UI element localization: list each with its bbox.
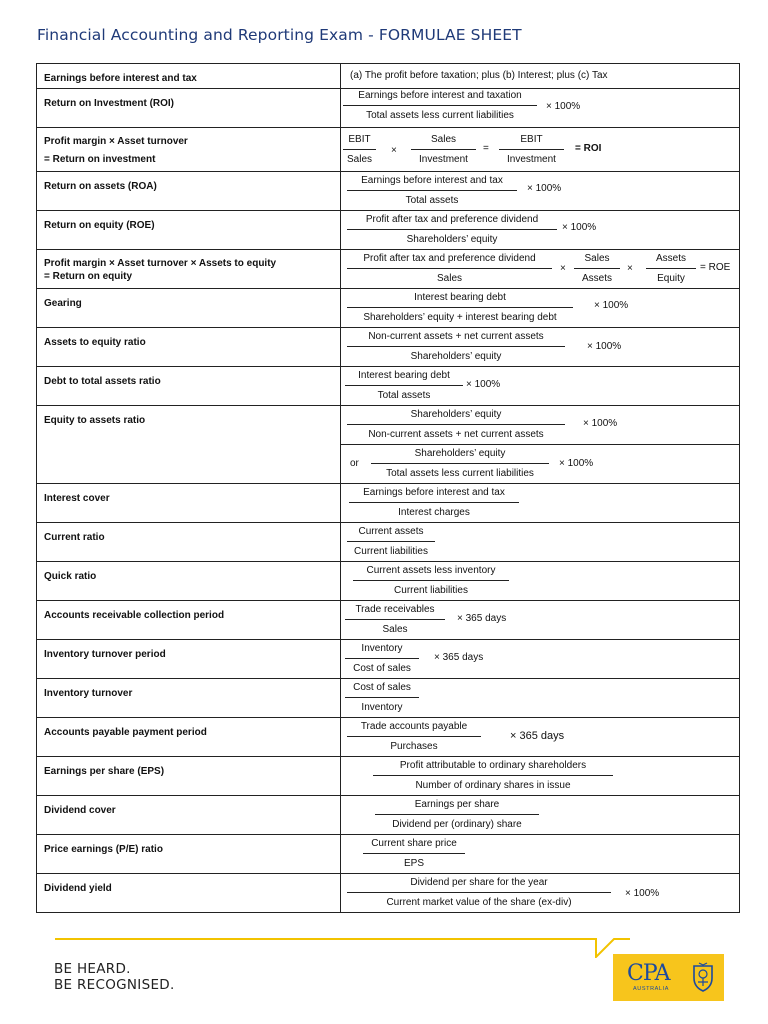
row-eps: Earnings per share (EPS) Profit attributable to ordinary shareholders Number of ordinary shares in issue <box>37 757 740 796</box>
ebit-definition: (a) The profit before taxation; plus (b) Interest; plus (c) Tax <box>350 70 608 81</box>
label-debt-assets: Debt to total assets ratio <box>37 367 341 406</box>
label-current-ratio: Current ratio <box>37 523 341 562</box>
row-roe: Return on equity (ROE) Profit after tax and preference dividend Shareholders’ equity × 100% <box>37 211 740 250</box>
row-dividend-yield: Dividend yield Dividend per share for the year Current market value of the share (ex-div) × 100% <box>37 874 740 913</box>
row-interest-cover: Interest cover Earnings before interest and tax Interest charges <box>37 484 740 523</box>
cpa-logo: CPA AUSTRALIA <box>613 954 724 1001</box>
row-pm-at: Profit margin × Asset turnover = Return on investment EBIT Sales × Sales Investment = EBIT Investment = ROI <box>37 128 740 172</box>
crest-icon <box>691 962 715 992</box>
roi-fraction: Earnings before interest and taxation Total assets less current liabilities <box>343 90 537 122</box>
label-interest-cover: Interest cover <box>37 484 341 523</box>
label-gearing: Gearing <box>37 289 341 328</box>
label-quick-ratio: Quick ratio <box>37 562 341 601</box>
row-ebit <box>37 64 740 89</box>
row-roi: Return on Investment (ROI) Earnings before interest and taxation Total assets less current liabilities × 100% <box>37 89 740 128</box>
label-pm-at: Profit margin × Asset turnover <box>44 136 188 147</box>
row-quick-ratio: Quick ratio Current assets less inventory Current liabilities <box>37 562 740 601</box>
formulae-table <box>36 63 740 913</box>
label-roe: Return on equity (ROE) <box>37 211 341 250</box>
row-ap-payment: Accounts payable payment period Trade accounts payable Purchases × 365 days <box>37 718 740 757</box>
row-dupont: Profit margin × Asset turnover × Assets to equity = Return on equity Profit after tax and preference dividend Sales × Sales Assets × Assets Equity = ROE <box>37 250 740 289</box>
row-inventory-period: Inventory turnover period Inventory Cost of sales × 365 days <box>37 640 740 679</box>
row-equity-assets: Equity to assets ratio Shareholders’ equity Non-current assets + net current assets × 100% or Shareholders’ equity Total assets less current liabilities × 100% <box>37 406 740 484</box>
label-assets-equity: Assets to equity ratio <box>37 328 341 367</box>
row-ar-collection: Accounts receivable collection period Trade receivables Sales × 365 days <box>37 601 740 640</box>
label-inventory-period: Inventory turnover period <box>37 640 341 679</box>
label-eps: Earnings per share (EPS) <box>37 757 341 796</box>
page-title: Financial Accounting and Reporting Exam - FORMULAE SHEET <box>37 26 522 44</box>
row-dividend-cover: Dividend cover Earnings per share Dividend per (ordinary) share <box>37 796 740 835</box>
footer-rule <box>55 938 595 940</box>
label-inventory-turnover: Inventory turnover <box>37 679 341 718</box>
label-dividend-cover: Dividend cover <box>37 796 341 835</box>
row-current-ratio: Current ratio Current assets Current liabilities <box>37 523 740 562</box>
label-dupont: Profit margin × Asset turnover × Assets to equity <box>44 258 277 269</box>
row-assets-equity: Assets to equity ratio Non-current assets + net current assets Shareholders’ equity × 100% <box>37 328 740 367</box>
label-dividend-yield: Dividend yield <box>37 874 341 913</box>
row-debt-assets: Debt to total assets ratio Interest bearing debt Total assets × 100% <box>37 367 740 406</box>
label-ebit: Earnings before interest and tax <box>37 64 341 89</box>
label-roa: Return on assets (ROA) <box>37 172 341 211</box>
row-gearing: Gearing Interest bearing debt Shareholders’ equity + interest bearing debt × 100% <box>37 289 740 328</box>
label-pe: Price earnings (P/E) ratio <box>37 835 341 874</box>
row-pe: Price earnings (P/E) ratio Current share price EPS <box>37 835 740 874</box>
label-equity-assets: Equity to assets ratio <box>37 406 341 484</box>
label-roi: Return on Investment (ROI) <box>37 89 341 128</box>
label-ap-payment: Accounts payable payment period <box>37 718 341 757</box>
row-roa: Return on assets (ROA) Earnings before interest and tax Total assets × 100% <box>37 172 740 211</box>
label-ar-collection: Accounts receivable collection period <box>37 601 341 640</box>
slogan: BE HEARD. BE RECOGNISED. <box>54 961 175 993</box>
row-inventory-turnover: Inventory turnover Cost of sales Inventory <box>37 679 740 718</box>
